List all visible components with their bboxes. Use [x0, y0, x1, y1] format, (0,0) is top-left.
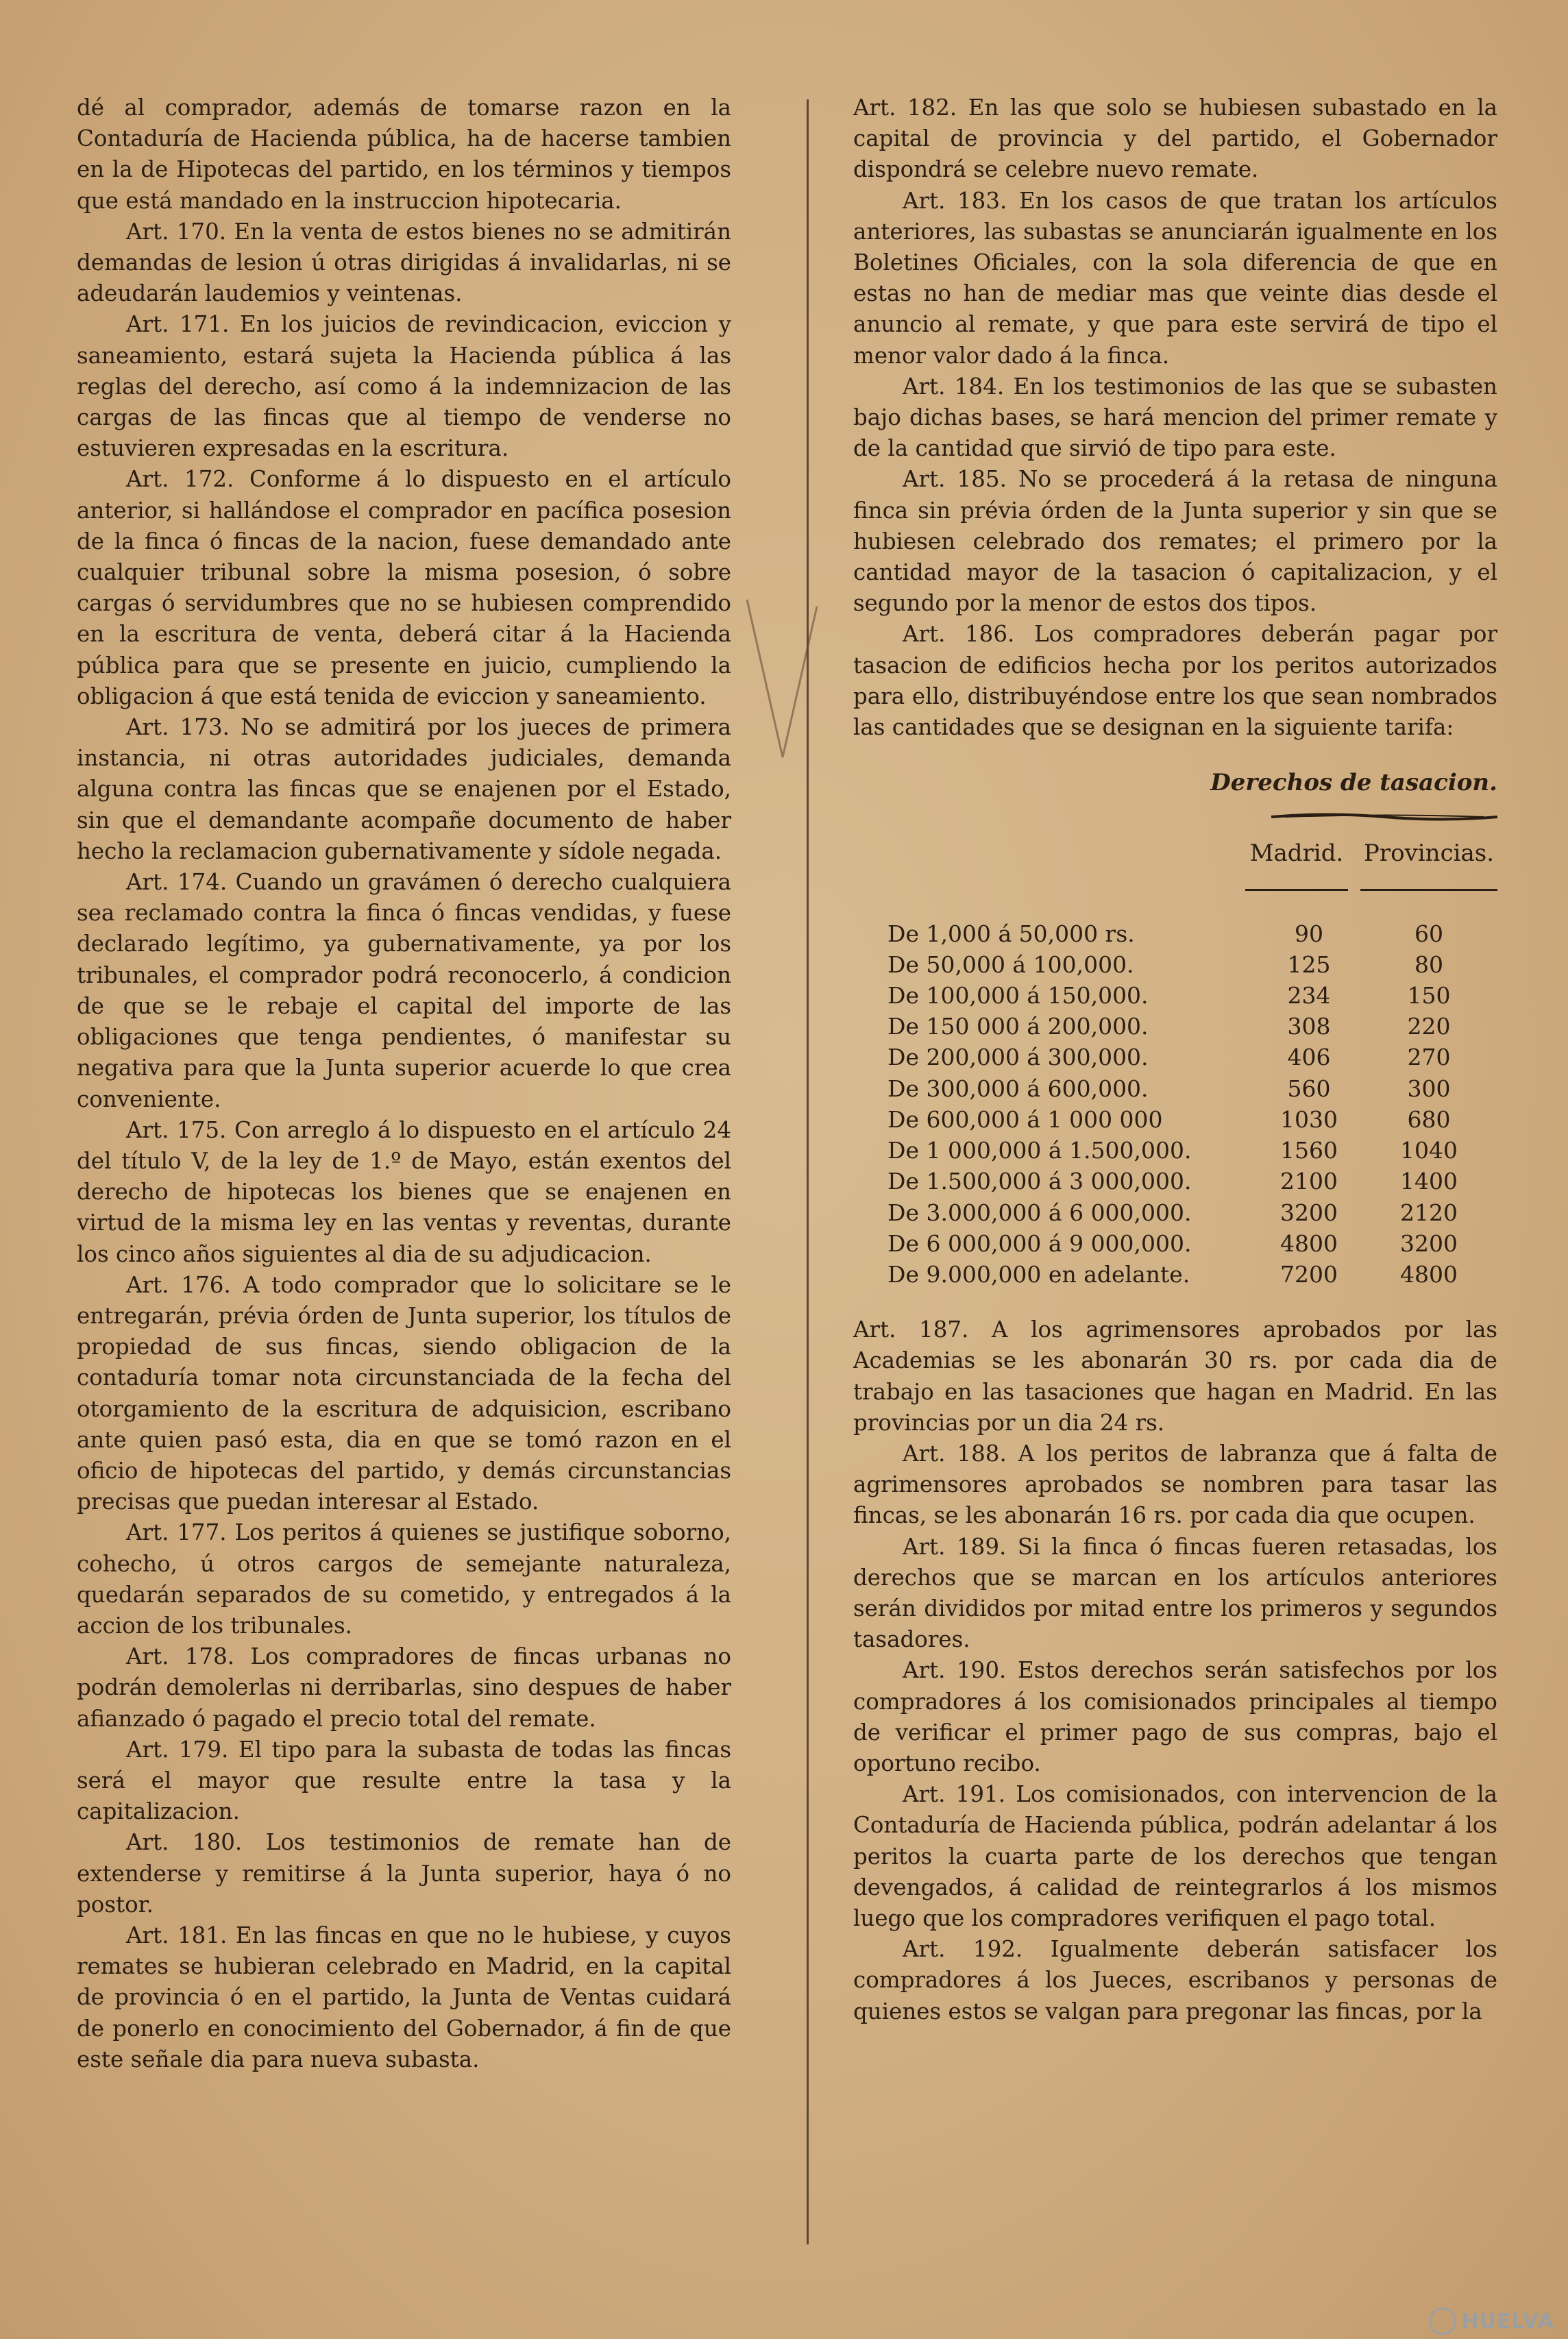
- tarifa-cell-madrid: 560: [1287, 1075, 1331, 1102]
- tarifa-cell-range: De 1.500,000 á 3 000,000.: [887, 1168, 1192, 1195]
- article-184: Art. 184. En los testimonios de las que se subasten bajo dichas bases, se hará mencion del primer remate y de la cantidad que sirvió de tipo para este.: [853, 373, 1497, 462]
- tarifa-header: [853, 838, 1497, 869]
- tarifa-cell-provincias: 4800: [1400, 1260, 1458, 1288]
- article-176: Art. 176. A todo comprador que lo solicitare se le entregarán, prévia órden de Junta superior, los títulos de propiedad de sus fincas, siendo obligacion de la contaduría tomar nota circunstanciada de la fecha del otorgamiento de la escritura de adquisicion, escribano ante quien pasó esta, dia en que se tomó razon en el oficio de hipotecas del partido, y demás circunstancias precisas que puedan interesar al Estado.: [77, 1271, 731, 1515]
- table-row: [887, 1042, 1497, 1073]
- tarifa-cell-range: De 100,000 á 150,000.: [887, 982, 1149, 1009]
- column-header-provincias: Provincias.: [1363, 840, 1495, 868]
- table-row: [887, 1073, 1497, 1104]
- article-190: Art. 190. Estos derechos serán satisfechos por los compradores á los comisionados principales al tiempo de verificar el primer pago de sus compras, bajo el oportuno recibo.: [853, 1657, 1497, 1776]
- table-row: [887, 949, 1497, 980]
- pencil-mark: [740, 586, 822, 778]
- tarifa-table: [887, 918, 1497, 1290]
- article-192: Art. 192. Igualmente deberán satisfacer los compradores á los Jueces, escribanos y personas de quienes estos se valgan para pregonar las fincas, por la: [853, 1936, 1497, 2024]
- tarifa-cell-range: De 6 000,000 á 9 000,000.: [887, 1229, 1192, 1257]
- tarifa-cell-madrid: 4800: [1280, 1229, 1338, 1257]
- article-179: Art. 179. El tipo para la subasta de todas las fincas será el mayor que resulte entre la tasa y la capitalizacion.: [77, 1736, 731, 1825]
- tarifa-cell-madrid: 234: [1287, 982, 1331, 1009]
- header-rules: [853, 889, 1497, 891]
- seal-icon: [1429, 2307, 1456, 2335]
- tarifa-cell-range: De 3.000,000 á 6 000,000.: [887, 1199, 1192, 1226]
- article-175: Art. 175. Con arreglo á lo dispuesto en el artículo 24 del título V, de la ley de 1.º de Mayo, están exentos del derecho de hipotecas los bienes que se enajenen en virtud de la misma ley en las ventas y reventas, durante los cinco años siguientes al dia de su adjudicacion.: [77, 1116, 731, 1267]
- tarifa-cell-range: De 200,000 á 300,000.: [887, 1044, 1149, 1071]
- article-177: Art. 177. Los peritos á quienes se justifique soborno, cohecho, ú otros cargos de semejante naturaleza, quedarán separados de su cometido, y entregados á la accion de los tribunales.: [77, 1519, 731, 1639]
- ornament-rule: [1271, 811, 1497, 823]
- tarifa-cell-provincias: 270: [1407, 1044, 1451, 1071]
- article-189: Art. 189. Si la finca ó fincas fueren retasadas, los derechos que se marcan en los artículos anteriores serán divididos por mitad entre los primeros y segundos tasadores.: [853, 1533, 1497, 1653]
- article-185: Art. 185. No se procederá á la retasa de ninguna finca sin prévia órden de la Junta superior y sin que se hubiesen celebrado dos remates; el primero por la cantidad mayor de la tasacion ó capitalizacion, y el segundo por la menor de estos dos tipos.: [853, 466, 1497, 617]
- tarifa-cell-madrid: 3200: [1280, 1199, 1338, 1226]
- tarifa-cell-range: De 1 000,000 á 1.500,000.: [887, 1137, 1192, 1164]
- tarifa-cell-provincias: 680: [1407, 1105, 1451, 1133]
- tarifa-cell-range: De 9.000,000 en adelante.: [887, 1260, 1190, 1288]
- tarifa-cell-provincias: 1040: [1400, 1137, 1458, 1164]
- article-188: Art. 188. A los peritos de labranza que á falta de agrimensores aprobados se nombren para tasar las fincas, se les abonarán 16 rs. por cada dia que ocupen.: [853, 1440, 1497, 1529]
- tarifa-cell-range: De 300,000 á 600,000.: [887, 1075, 1149, 1102]
- table-row: [887, 980, 1497, 1011]
- table-row: [887, 1011, 1497, 1042]
- right-column: [853, 93, 1497, 2027]
- tarifa-cell-madrid: 308: [1287, 1013, 1331, 1040]
- tarifa-cell-provincias: 2120: [1400, 1199, 1458, 1226]
- tarifa-cell-provincias: 300: [1407, 1075, 1451, 1102]
- table-row: [887, 1259, 1497, 1290]
- tarifa-cell-provincias: 3200: [1400, 1229, 1458, 1257]
- tarifa-cell-range: De 150 000 á 200,000.: [887, 1013, 1149, 1040]
- paragraph-continuation: dé al comprador, además de tomarse razon en la Contaduría de Hacienda pública, ha de hacerse tambien en la de Hipotecas del partido, en los términos y tiempos que está mandado en la instruccion hipotecaria.: [77, 95, 731, 214]
- tarifa-cell-provincias: 1400: [1400, 1168, 1458, 1195]
- tarifa-cell-provincias: 80: [1414, 951, 1443, 978]
- watermark-text: HUELVA: [1461, 2309, 1554, 2334]
- header-rule-madrid: [1245, 889, 1348, 891]
- article-183: Art. 183. En los casos de que tratan los artículos anteriores, las subastas se anunciarán igualmente en los Boletines Oficiales, con la sola diferencia de que en estas no han de mediar mas que veinte dias desde el anuncio al remate, y que para este servirá de tipo el menor valor dado á la finca.: [853, 187, 1497, 369]
- table-row: [887, 1135, 1497, 1166]
- tarifa-cell-provincias: 220: [1407, 1013, 1451, 1040]
- table-row: [887, 1228, 1497, 1259]
- tarifa-cell-provincias: 150: [1407, 982, 1451, 1009]
- article-186: Art. 186. Los compradores deberán pagar por tasacion de edificios hecha por los peritos autorizados para ello, distribuyéndose entre los que sean nombrados las cantidades que se designan en la siguiente tarifa:: [853, 621, 1497, 741]
- tarifa-cell-madrid: 2100: [1280, 1168, 1338, 1195]
- article-182: Art. 182. En las que solo se hubiesen subastado en la capital de provincia y del partido, el Gobernador dispondrá se celebre nuevo remate.: [853, 95, 1497, 183]
- tarifa-cell-madrid: 406: [1287, 1044, 1331, 1071]
- tarifa-cell-madrid: 125: [1287, 951, 1331, 978]
- header-rule-provincias: [1360, 889, 1497, 891]
- article-172: Art. 172. Conforme á lo dispuesto en el artículo anterior, si hallándose el comprador en pacífica posesion de la finca ó fincas de la nacion, fuese demandado ante cualquier tribunal sobre la misma posesion, ó sobre cargas ó servidumbres que no se hubiesen comprendido en la escritura de venta, deberá citar á la Hacienda pública para que se presente en juicio, cumpliendo la obligacion á que está tenida de eviccion y saneamiento.: [77, 466, 731, 709]
- article-171: Art. 171. En los juicios de revindicacion, eviccion y saneamiento, estará sujeta la Hacienda pública á las reglas del derecho, así como á la indemnizacion de las cargas de las fincas que al tiempo de venderse no estuvieren expresadas en la escritura.: [77, 311, 731, 462]
- article-174: Art. 174. Cuando un gravámen ó derecho cualquiera sea reclamado contra la finca ó fincas vendidas, y fuese declarado legítimo, ya gubernativamente, ya por los tribunales, el comprador podrá reconocerlo, á condicion de que se le rebaje el capital del importe de las obligaciones que tenga pendientes, ó manifestar su negativa para que la Junta superior acuerde lo que crea conveniente.: [77, 869, 731, 1112]
- archive-watermark: [1429, 2307, 1554, 2335]
- tarifa-title: Derechos de tasacion.: [1210, 769, 1497, 797]
- table-row: [887, 1104, 1497, 1135]
- table-row: [887, 1197, 1497, 1228]
- tarifa-cell-range: De 1,000 á 50,000 rs.: [887, 920, 1135, 947]
- article-191: Art. 191. Los comisionados, con intervencion de la Contaduría de Hacienda pública, podrán adelantar á los peritos la cuarta parte de los derechos que tengan devengados, á calidad de reintegrarlos á los mismos luego que los compradores verifiquen el pago total.: [853, 1781, 1497, 1931]
- tarifa-cell-madrid: 1560: [1280, 1137, 1338, 1164]
- article-178: Art. 178. Los compradores de fincas urbanas no podrán demolerlas ni derribarlas, sino despues de haber afianzado ó pagado el precio total del remate.: [77, 1643, 731, 1732]
- article-187: Art. 187. A los agrimensores aprobados por las Academias se les abonarán 30 rs. por cada dia de trabajo en las tasaciones que hagan en Madrid. En las provincias por un dia 24 rs.: [853, 1317, 1497, 1436]
- tarifa-cell-range: De 50,000 á 100,000.: [887, 951, 1134, 978]
- article-173: Art. 173. No se admitirá por los jueces de primera instancia, ni otras autoridades judiciales, demanda alguna contra las fincas que se enajenen por el Estado, sin que el demandante acompañe documento de haber hecho la reclamacion gubernativamente y sídole negada.: [77, 714, 731, 864]
- tarifa-cell-madrid: 90: [1295, 920, 1323, 947]
- article-170: Art. 170. En la venta de estos bienes no se admitirán demandas de lesion ú otras dirigidas á invalidarlas, ni se adeudarán laudemios y veintenas.: [77, 218, 731, 307]
- left-column: [77, 93, 731, 2075]
- column-header-madrid: Madrid.: [1249, 840, 1344, 868]
- table-row: [887, 1166, 1497, 1197]
- table-row: [887, 918, 1497, 949]
- tarifa-cell-madrid: 1030: [1280, 1105, 1338, 1133]
- tarifa-cell-provincias: 60: [1414, 920, 1443, 947]
- article-181: Art. 181. En las fincas en que no le hubiese, y cuyos remates se hubieran celebrado en Madrid, en la capital de provincia ó en el partido, la Junta de Ventas cuidará de ponerlo en conocimiento del Gobernador, á fin de que este señale dia para nueva subasta.: [77, 1922, 731, 2072]
- tarifa-cell-range: De 600,000 á 1 000 000: [887, 1105, 1163, 1133]
- tarifa-cell-madrid: 7200: [1280, 1260, 1338, 1288]
- article-180: Art. 180. Los testimonios de remate han de extenderse y remitirse á la Junta superior, haya ó no postor.: [77, 1829, 731, 1918]
- articles-after-table: [853, 1314, 1497, 2027]
- column-divider: [807, 99, 809, 2244]
